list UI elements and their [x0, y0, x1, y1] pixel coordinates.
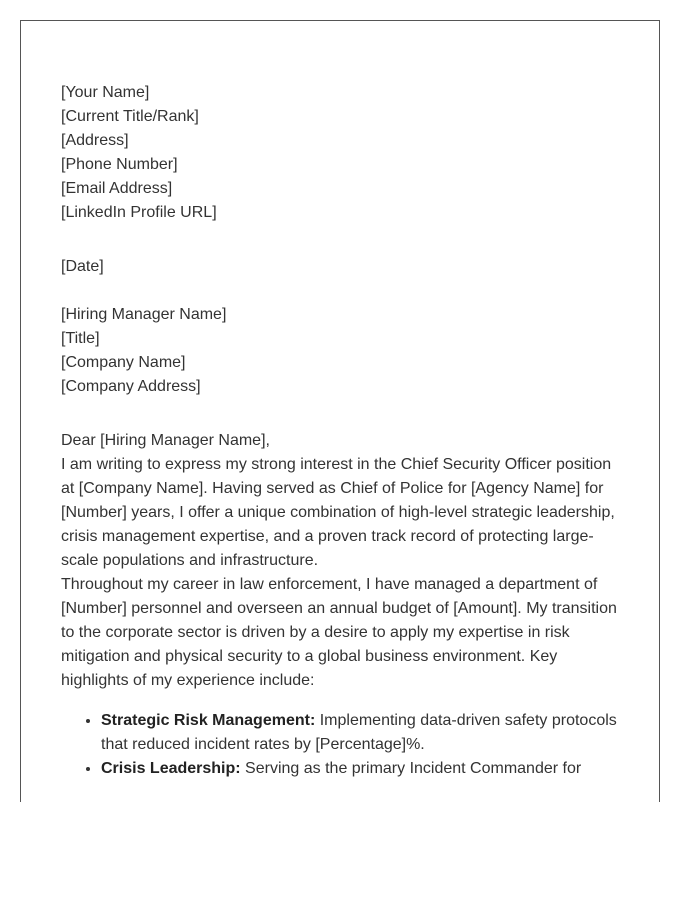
highlight-text: Serving as the primary Incident Commander for: [240, 760, 582, 777]
sender-title: [Current Title/Rank]: [61, 108, 199, 125]
list-item: [101, 709, 621, 757]
salutation: [61, 429, 621, 453]
salutation-text: Dear [Hiring Manager Name],: [61, 432, 270, 449]
highlights-list: [61, 709, 621, 781]
sender-name: [Your Name]: [61, 84, 150, 101]
sender-address: [Address]: [61, 132, 129, 149]
recipient-address: [Company Address]: [61, 378, 201, 395]
career-paragraph: Throughout my career in law enforcement, I have managed a department of [Number] personnel and overseen an annual budget of [Amount]. My transition to the corporate sector is driven by a desire to apply my expertise in risk mitigation and physical security to a global business environment. Key highlights of my experience include:: [61, 576, 617, 689]
sender-email: [Email Address]: [61, 180, 173, 197]
list-item: [101, 757, 621, 781]
highlight-label: Strategic Risk Management:: [101, 712, 316, 729]
highlight-text: Implementing data-driven safety protocols that reduced incident rates by [Percentage]%.: [101, 712, 617, 753]
date-block: [61, 255, 621, 279]
highlight-label: Crisis Leadership:: [101, 760, 241, 777]
letter-content: [61, 81, 621, 781]
letter-date: [Date]: [61, 258, 104, 275]
recipient-title: [Title]: [61, 330, 100, 347]
recipient-block: [61, 303, 621, 399]
sender-block: [61, 81, 621, 225]
recipient-company: [Company Name]: [61, 354, 186, 371]
recipient-name: [Hiring Manager Name]: [61, 306, 227, 323]
sender-linkedin: [LinkedIn Profile URL]: [61, 204, 217, 221]
letter-page: [20, 20, 660, 802]
intro-paragraph: I am writing to express my strong interest in the Chief Security Officer position at [Company Name]. Having served as Chief of Police for [Agency Name] for [Number] years, I offer a unique combination of high-level strategic leadership, crisis management expertise, and a proven track record of protecting large-scale populations and infrastructure.: [61, 456, 615, 569]
sender-phone: [Phone Number]: [61, 156, 178, 173]
